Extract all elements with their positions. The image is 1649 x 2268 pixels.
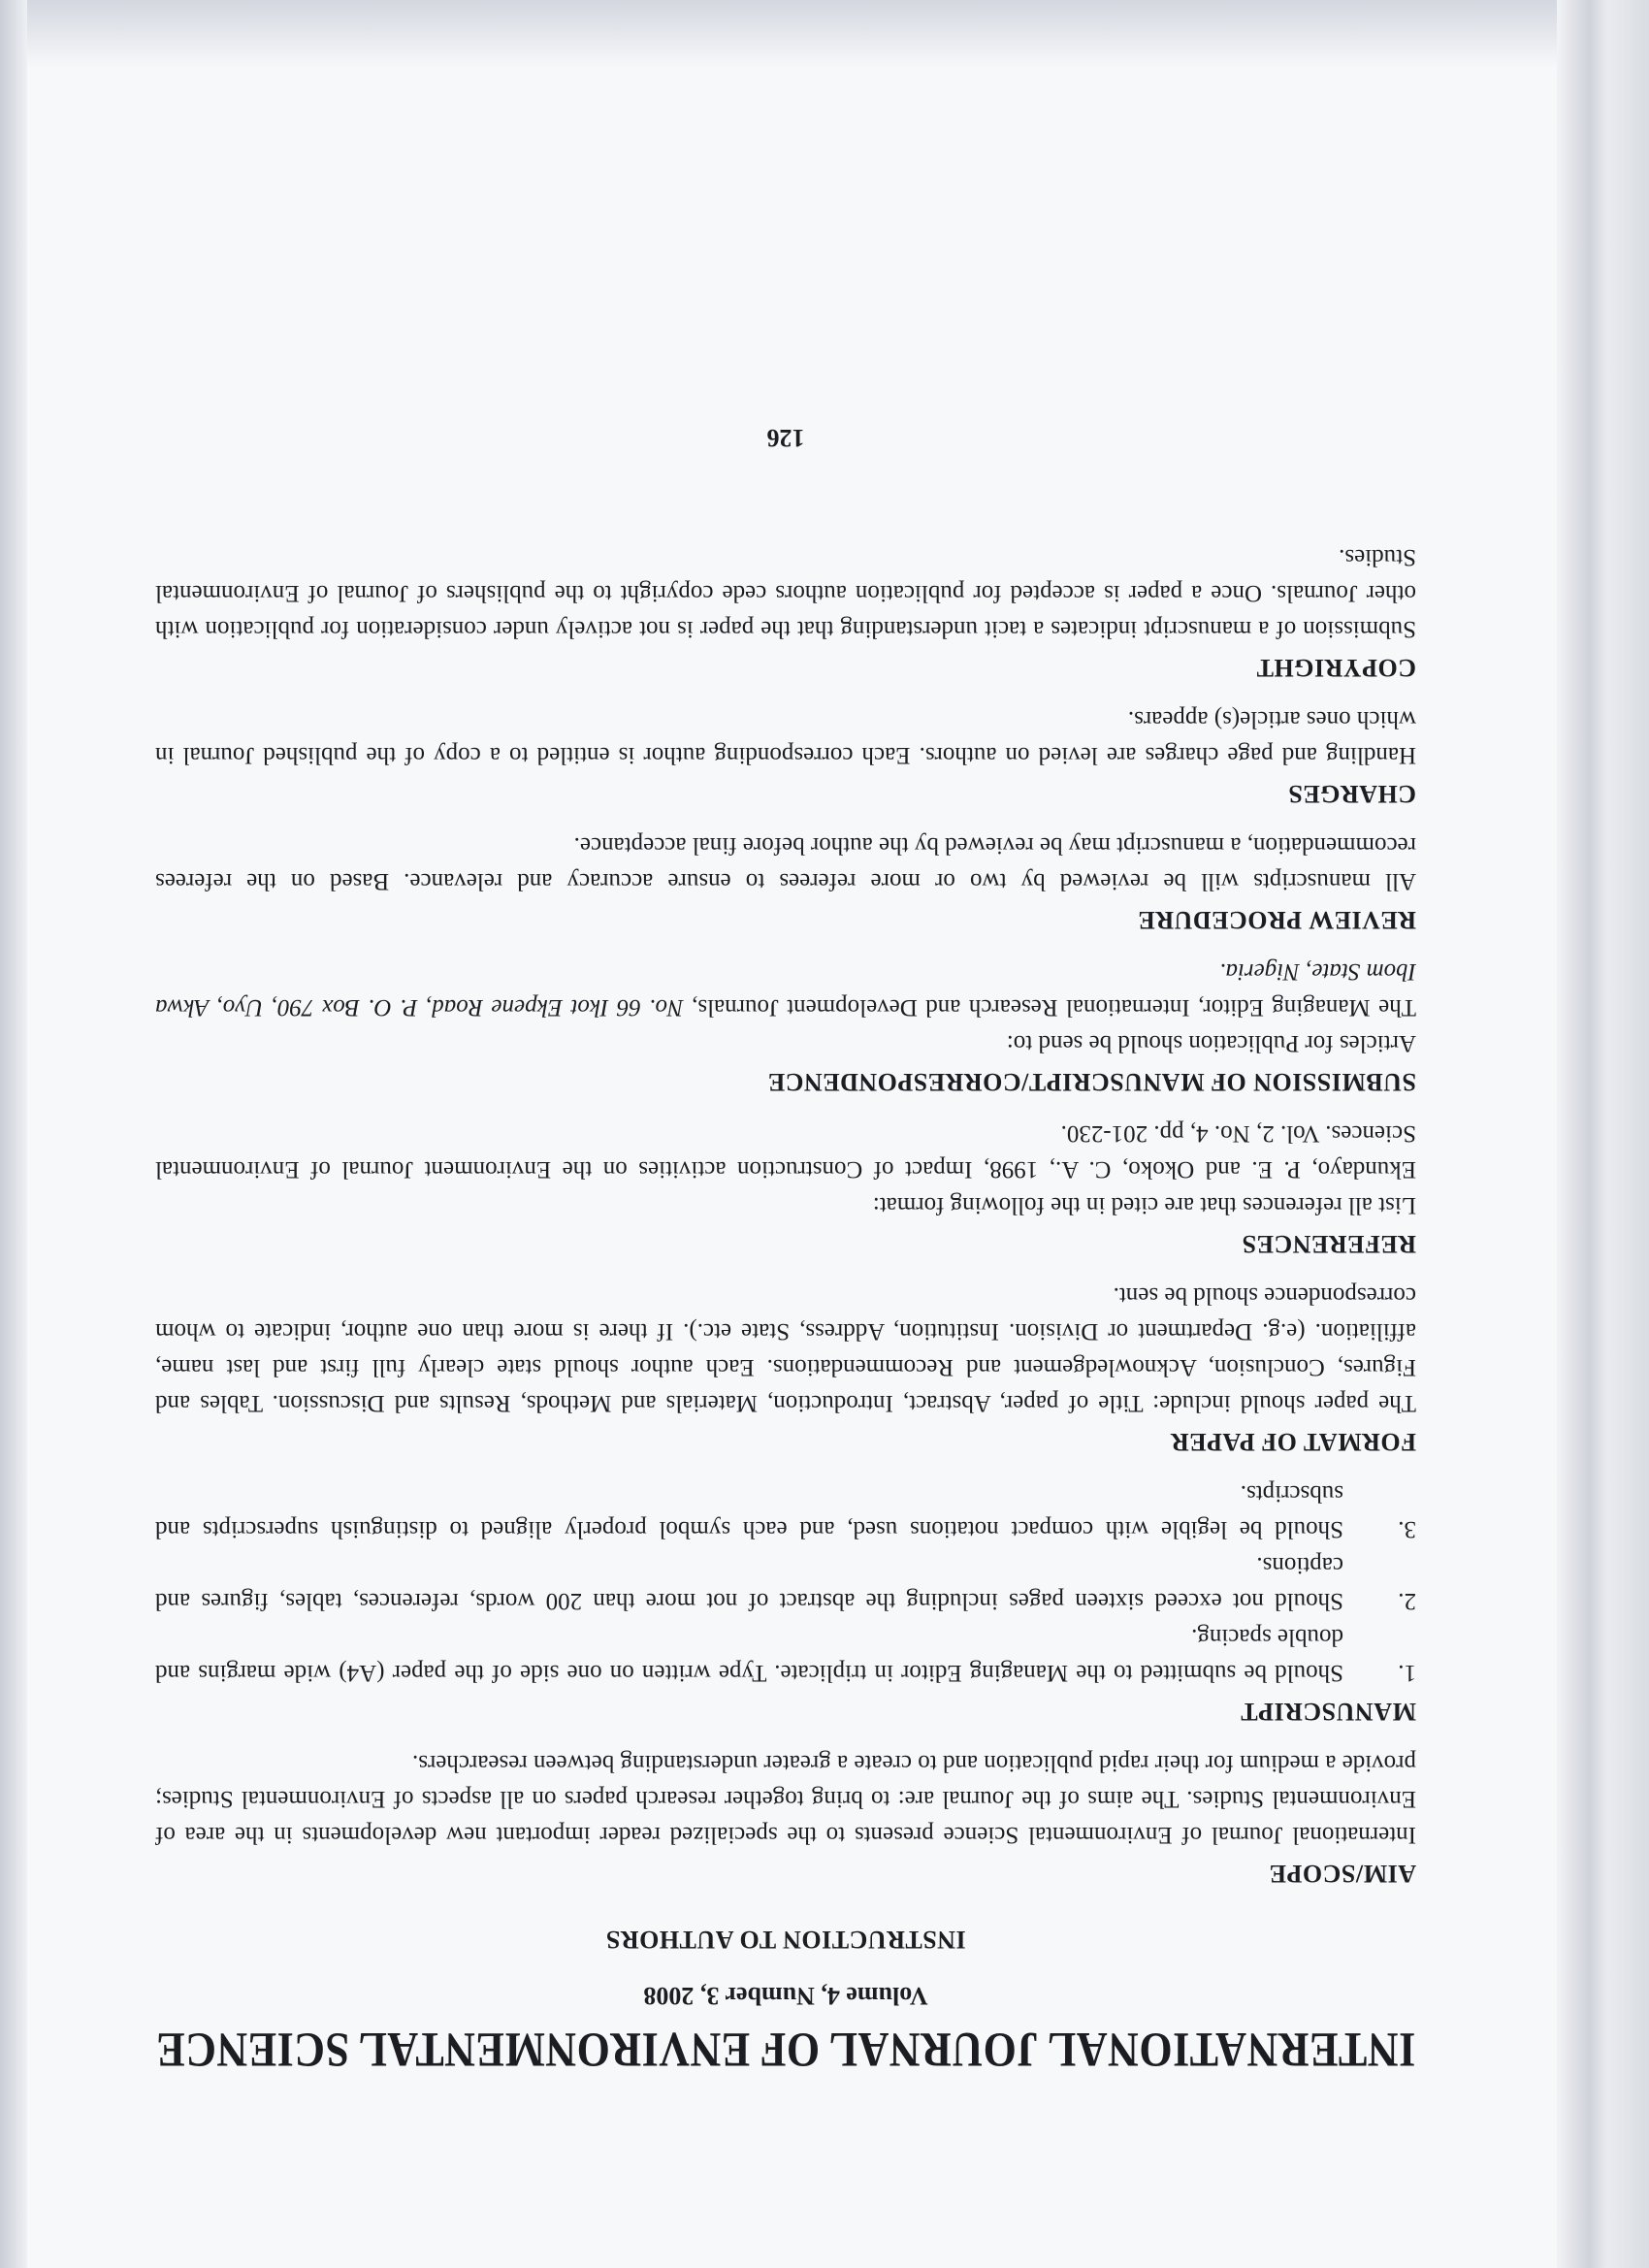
list-number: 1. (1398, 1660, 1416, 1686)
journal-title: INTERNATIONAL JOURNAL OF ENVIRONMENTAL SCIENCE (155, 2022, 1416, 2077)
volume-line: Volume 4, Number 3, 2008 (643, 1982, 928, 2010)
copyright-heading: COPYRIGHT (1256, 654, 1416, 682)
submission-section (155, 954, 1416, 1096)
review-heading: REVIEW PROCEDURE (1137, 906, 1416, 934)
submission-intro: Articles for Publication should be send to: (1006, 1030, 1416, 1056)
list-text: Should be submitted to the Managing Editor in triplicate. Type written on one side of the paper (A4) wide margins and double spacing. (155, 1624, 1343, 1686)
list-item (155, 1475, 1416, 1547)
copyright-text: Submission of a manuscript indicates a tacit understanding that the paper is not actively under consideration for publication with other Journals. Once a paper is accepted for publication authors cede copyright to the publishers of Journal of Environmental Studies. (155, 544, 1416, 642)
submission-address-plain: The Managing Editor, International Research and Development Journals, (692, 994, 1416, 1021)
review-section (155, 827, 1416, 934)
list-item (155, 1547, 1416, 1619)
page-content (154, 423, 1416, 2077)
charges-heading: CHARGES (1287, 780, 1416, 808)
list-number: 3. (1398, 1516, 1416, 1542)
format-of-paper-text: The paper should include: Title of paper, Abstract, Introduction, Materials and Methods, Results and Discussion. Tables and Figures, Conclusion, Acknowledgement and Recommendations. Each author should state clearly full first and last name, affiliation. (e.g. Department or Division. Institution, Address, State etc.). If there is more than one author, indicate to whom correspondence should be sent. (155, 1282, 1416, 1416)
charges-text: Handling and page charges are levied on authors. Each corresponding author is entitled to a copy of the published Journal in which ones article(s) appears. (155, 706, 1416, 768)
copyright-section (155, 539, 1416, 682)
list-item (155, 1619, 1416, 1691)
submission-address (155, 954, 1416, 1025)
list-text: Should not exceed sixteen pages including the abstract of not more than 200 words, references, tables, figures and captions. (155, 1552, 1343, 1614)
submission-address-italic: No. 66 Ikot Ekpene Road, P. O. Box 790, Uyo, Akwa Ibom State, Nigeria. (154, 958, 1416, 1021)
format-of-paper-section (155, 1278, 1416, 1456)
list-number: 2. (1398, 1588, 1416, 1614)
manuscript-heading: MANUSCRIPT (1240, 1698, 1416, 1726)
charges-section (155, 701, 1416, 808)
review-text: All manuscripts will be reviewed by two or more referees to ensure accuracy and relevance. Based on the referees recommendation, a manuscript may be reviewed by the author before final acceptance. (155, 832, 1416, 894)
aim-scope-text: International Journal of Environmental Science presents to the specialized reader important new developments in the area of Environmental Studies. The aims of the Journal are: to bring together research papers on all aspects of Environmental Studies; provide a medium for their rapid publication and to create a greater understanding between researchers. (155, 1750, 1416, 1848)
page-number: 126 (766, 424, 805, 452)
submission-heading: SUBMISSION OF MANUSCRIPT/CORRESPONDENCE (767, 1068, 1416, 1096)
references-heading: REFERENCES (1242, 1230, 1416, 1258)
references-intro: List all references that are cited in the following format: (872, 1192, 1416, 1218)
format-of-paper-heading: FORMAT OF PAPER (1170, 1428, 1416, 1456)
references-example: Ekundayo, P. E. and Okoko, C. A., 1998, Impact of Construction activities on the Environment Journal of Environmental Sciences. Vol. 2, No. 4, pp. 201-230. (155, 1120, 1416, 1183)
aim-scope-section (155, 1745, 1416, 1888)
list-text: Should be legible with compact notations used, and each symbol properly aligned to distinguish superscripts and subscripts. (155, 1480, 1343, 1542)
references-section (155, 1116, 1416, 1258)
instruction-title: INSTRUCTION TO AUTHORS (605, 1926, 966, 1954)
aim-scope-heading: AIM/SCOPE (1269, 1860, 1416, 1888)
manuscript-section (155, 1475, 1416, 1726)
